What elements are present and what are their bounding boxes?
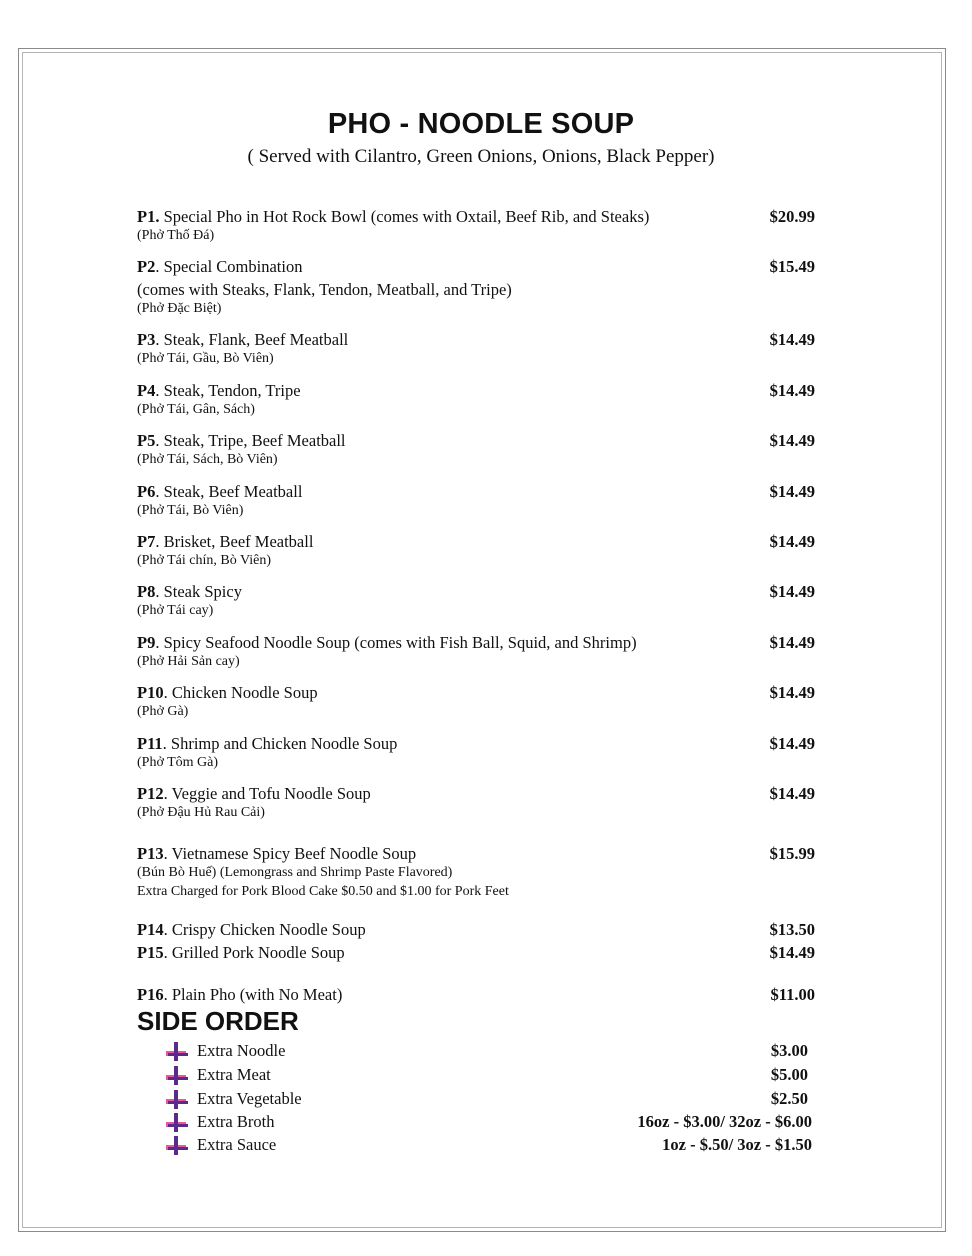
item-name: . Vietnamese Spicy Beef Noodle Soup: [163, 844, 417, 863]
item-price: $14.49: [769, 582, 815, 601]
item-code: P15: [137, 943, 164, 962]
side-order-price: 1oz - $.50/ 3oz - $1.50: [662, 1135, 812, 1154]
item-note: Extra Charged for Pork Blood Cake $0.50 and $1.00 for Pork Feet: [137, 884, 509, 899]
item-code: P3: [137, 330, 156, 349]
menu-item-p4: [137, 381, 817, 418]
menu-item-p10: [137, 683, 817, 720]
item-price: $14.49: [769, 784, 815, 803]
item-vietnamese-name: (Phở Hải Sản cay): [137, 654, 240, 669]
cross-bullet-icon: [166, 1113, 188, 1132]
item-price: $13.50: [769, 920, 815, 939]
menu-item-p16: [137, 985, 817, 1005]
side-order-label: Extra Meat: [197, 1065, 271, 1084]
item-vietnamese-name: (Phở Tái, Gầu, Bò Viên): [137, 351, 274, 366]
item-code: P4: [137, 381, 156, 400]
item-vietnamese-name: (Phở Tái, Gân, Sách): [137, 402, 255, 417]
cross-bullet-icon: [166, 1042, 188, 1061]
side-order-price: 16oz - $3.00/ 32oz - $6.00: [637, 1112, 812, 1131]
item-name: . Steak, Tripe, Beef Meatball: [155, 431, 346, 450]
item-price: $14.49: [769, 683, 815, 702]
side-order-item: [166, 1064, 812, 1087]
item-name: . Grilled Pork Noodle Soup: [163, 943, 345, 962]
item-name: . Spicy Seafood Noodle Soup (comes with Fish Ball, Squid, and Shrimp): [155, 633, 637, 652]
item-price: $14.49: [769, 532, 815, 551]
item-price: $14.49: [769, 943, 815, 962]
cross-bullet-icon: [166, 1090, 188, 1109]
side-order-title: SIDE ORDER: [137, 1006, 299, 1036]
item-vietnamese-name: (Bún Bò Huế) (Lemongrass and Shrimp Paste Flavored): [137, 865, 453, 880]
side-order-price: $5.00: [770, 1065, 808, 1084]
item-code: P8: [137, 582, 156, 601]
menu-item-p2: [137, 257, 817, 317]
side-order-item: [166, 1088, 812, 1111]
item-code: P14: [137, 920, 164, 939]
menu-subtitle: ( Served with Cilantro, Green Onions, Onions, Black Pepper): [247, 146, 715, 167]
item-vietnamese-name: (Phở Tái chín, Bò Viên): [137, 553, 271, 568]
menu-item-p11: [137, 734, 817, 771]
menu-item-p7: [137, 532, 817, 569]
item-code: P16: [137, 985, 164, 1004]
side-order-price: $2.50: [770, 1089, 808, 1108]
item-vietnamese-name: (Phở Đặc Biệt): [137, 301, 222, 316]
item-code: P9: [137, 633, 156, 652]
item-price: $15.49: [769, 257, 815, 276]
item-code: P11: [137, 734, 163, 753]
cross-bullet-icon: [166, 1066, 188, 1085]
item-vietnamese-name: (Phở Thố Đá): [137, 228, 215, 243]
menu-item-p3: [137, 330, 817, 367]
menu-item-p5: [137, 431, 817, 468]
menu-item-p13: [137, 844, 817, 900]
item-price: $14.49: [769, 431, 815, 450]
item-vietnamese-name: (Phở Tái, Bò Viên): [137, 503, 244, 518]
item-code: P7: [137, 532, 156, 551]
menu-item-p9: [137, 633, 817, 670]
menu-item-p14: [137, 920, 817, 940]
item-code: P12: [137, 784, 164, 803]
side-order-price: $3.00: [770, 1041, 808, 1060]
item-description: (comes with Steaks, Flank, Tendon, Meatball, and Tripe): [137, 280, 512, 299]
item-name: . Steak, Flank, Beef Meatball: [155, 330, 349, 349]
menu-item-p15: [137, 943, 817, 963]
item-price: $14.49: [769, 633, 815, 652]
item-name: . Brisket, Beef Meatball: [155, 532, 314, 551]
side-order-label: Extra Noodle: [197, 1041, 286, 1060]
item-code: P10: [137, 683, 164, 702]
item-name: . Chicken Noodle Soup: [163, 683, 318, 702]
item-price: $15.99: [769, 844, 815, 863]
item-vietnamese-name: (Phở Đậu Hủ Rau Cải): [137, 805, 265, 820]
menu-item-p8: [137, 582, 817, 619]
side-order-label: Extra Sauce: [197, 1135, 277, 1154]
item-code: P1.: [137, 207, 160, 226]
item-price: $14.49: [769, 330, 815, 349]
item-name: . Plain Pho (with No Meat): [163, 985, 343, 1004]
item-vietnamese-name: (Phở Tái, Sách, Bò Viên): [137, 452, 278, 467]
item-price: $14.49: [769, 381, 815, 400]
side-order-label: Extra Broth: [197, 1112, 275, 1131]
item-vietnamese-name: (Phở Tôm Gà): [137, 755, 219, 770]
cross-bullet-icon: [166, 1136, 188, 1155]
item-name: Special Pho in Hot Rock Bowl (comes with Oxtail, Beef Rib, and Steaks): [159, 207, 650, 226]
item-price: $14.49: [769, 734, 815, 753]
item-code: P13: [137, 844, 164, 863]
item-price: $14.49: [769, 482, 815, 501]
item-name: . Steak Spicy: [155, 582, 242, 601]
menu-item-p12: [137, 784, 817, 821]
side-order-item: [166, 1040, 812, 1063]
item-name: . Steak, Beef Meatball: [155, 482, 303, 501]
item-name: . Steak, Tendon, Tripe: [155, 381, 301, 400]
item-code: P5: [137, 431, 156, 450]
item-price: $11.00: [770, 985, 815, 1004]
item-name: . Crispy Chicken Noodle Soup: [163, 920, 366, 939]
menu-title: PHO - NOODLE SOUP: [327, 108, 635, 140]
menu-item-p1: [137, 207, 817, 244]
item-code: P2: [137, 257, 156, 276]
item-name: . Shrimp and Chicken Noodle Soup: [162, 734, 398, 753]
item-price: $20.99: [769, 207, 815, 226]
item-vietnamese-name: (Phở Gà): [137, 704, 189, 719]
side-order-item: [166, 1134, 812, 1157]
menu-item-p6: [137, 482, 817, 519]
item-name: . Veggie and Tofu Noodle Soup: [163, 784, 371, 803]
item-name: . Special Combination: [155, 257, 303, 276]
item-vietnamese-name: (Phở Tái cay): [137, 603, 214, 618]
side-order-label: Extra Vegetable: [197, 1089, 302, 1108]
item-code: P6: [137, 482, 156, 501]
side-order-item: [166, 1111, 812, 1134]
